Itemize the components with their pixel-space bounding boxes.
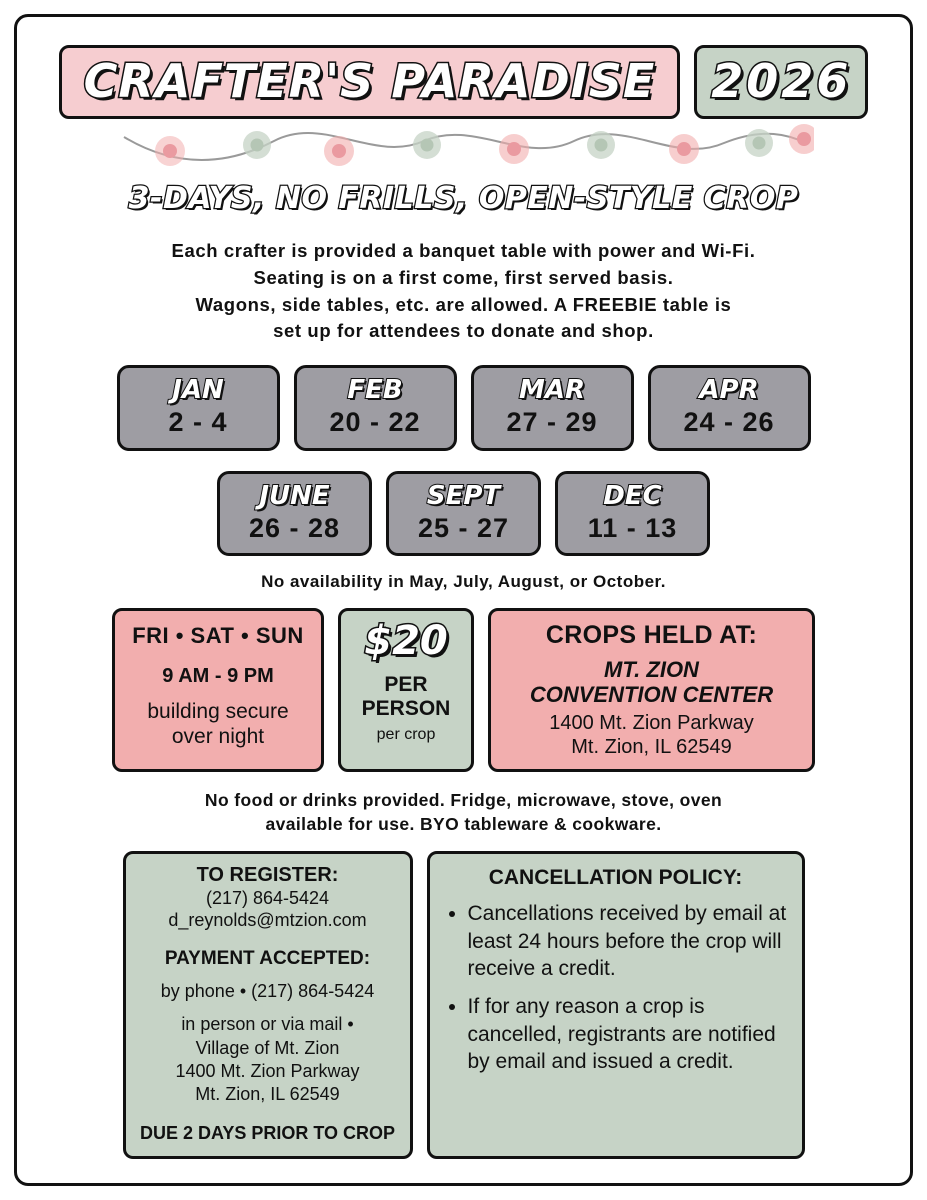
venue-heading: CROPS HELD AT: xyxy=(545,621,758,650)
date-chip-days: 20 - 22 xyxy=(329,407,421,438)
date-chip-month: FEB xyxy=(347,375,403,406)
date-chip-june xyxy=(217,471,372,557)
price-per-line-1: PER xyxy=(384,673,428,697)
payment-due-note: DUE 2 DAYS PRIOR TO CROP xyxy=(139,1122,396,1143)
cancellation-list xyxy=(444,900,788,1076)
list-item: • Cancellations received by email at least 24 hours before the crop will receive a credit. xyxy=(468,900,788,983)
price-box xyxy=(338,608,474,771)
date-chip-dec xyxy=(555,471,710,557)
date-chip-days: 27 - 29 xyxy=(506,407,598,438)
date-chip-apr xyxy=(648,365,811,451)
date-chip-month: APR xyxy=(699,375,759,406)
intro-line-2: Seating is on a first come, first served basis. xyxy=(253,266,674,288)
payment-mail-line-3: 1400 Mt. Zion Parkway xyxy=(175,1060,360,1081)
price-per xyxy=(362,673,451,719)
hours-box xyxy=(112,608,324,771)
page-subtitle: 3-DAYS, NO FRILLS, OPEN-STYLE CROP xyxy=(128,181,799,216)
intro-line-3: Wagons, side tables, etc. are allowed. A FREEBIE table is xyxy=(195,293,732,315)
year-box xyxy=(694,45,868,119)
price-amount: $20 xyxy=(364,618,448,665)
venue-box xyxy=(488,608,815,771)
price-sub: per crop xyxy=(376,725,436,743)
date-chip-days: 26 - 28 xyxy=(248,512,341,543)
food-note-line-1: No food or drinks provided. Fridge, microwave, stove, oven xyxy=(204,789,723,810)
price-per-line-2: PERSON xyxy=(361,696,451,720)
register-box xyxy=(123,851,413,1159)
dates-row-2 xyxy=(217,471,710,557)
list-item: • If for any reason a crop is cancelled, registrants are notified by email and issued a credit. xyxy=(468,993,788,1076)
food-note-line-2: available for use. BYO tableware & cookware. xyxy=(265,814,662,835)
date-chip-month: MAR xyxy=(518,375,585,406)
venue-name-line-2: CONVENTION CENTER xyxy=(529,681,774,707)
date-chip-days: 24 - 26 xyxy=(683,407,775,438)
intro-line-1: Each crafter is provided a banquet table with power and Wi-Fi. xyxy=(171,240,756,261)
register-phone[interactable]: (217) 864-5424 xyxy=(205,887,330,908)
page-title: CRAFTER'S PARADISE xyxy=(83,54,656,108)
venue-name xyxy=(499,658,804,706)
cancellation-heading: CANCELLATION POLICY: xyxy=(488,865,743,889)
payment-phone: by phone • (217) 864-5424 xyxy=(160,980,375,1001)
hours-secure-line-2: over night xyxy=(171,724,265,748)
hours-time: 9 AM - 9 PM xyxy=(162,665,274,688)
info-row xyxy=(112,608,815,771)
year-label: 2026 xyxy=(711,54,852,108)
date-chip-feb xyxy=(294,365,457,451)
hours-secure xyxy=(123,700,313,748)
date-chip-days: 25 - 27 xyxy=(417,512,510,543)
venue-address-line-1: 1400 Mt. Zion Parkway xyxy=(549,711,754,734)
payment-mail-line-4: Mt. Zion, IL 62549 xyxy=(195,1084,340,1105)
intro-line-4: set up for attendees to donate and shop. xyxy=(273,320,654,342)
intro-paragraph xyxy=(172,238,756,345)
date-chip-month: JUNE xyxy=(259,480,330,511)
hours-secure-line-1: building secure xyxy=(147,700,289,724)
date-chip-month: DEC xyxy=(603,480,662,511)
register-email[interactable]: d_reynolds@mtzion.com xyxy=(168,910,367,931)
flyer-frame xyxy=(14,14,913,1186)
food-note xyxy=(205,788,722,837)
date-chip-sept xyxy=(386,471,541,557)
availability-note: No availability in May, July, August, or October. xyxy=(261,572,666,592)
venue-name-line-1: MT. ZION xyxy=(604,657,699,683)
date-chip-month: SEPT xyxy=(426,480,501,511)
venue-address-line-2: Mt. Zion, IL 62549 xyxy=(571,735,732,758)
hours-days: FRI • SAT • SUN xyxy=(132,623,304,649)
date-chip-jan xyxy=(117,365,280,451)
register-heading: TO REGISTER: xyxy=(196,863,339,886)
cancellation-box xyxy=(427,851,805,1159)
payment-heading: PAYMENT ACCEPTED: xyxy=(164,947,371,969)
venue-address xyxy=(499,711,804,759)
date-chip-days: 11 - 13 xyxy=(587,512,678,543)
payment-mail-line-2: Village of Mt. Zion xyxy=(195,1037,340,1058)
date-chip-mar xyxy=(471,365,634,451)
flower-garland-decoration xyxy=(114,117,814,173)
title-box xyxy=(59,45,681,119)
date-chip-month: JAN xyxy=(172,375,224,406)
payment-mail-line-1: in person or via mail • xyxy=(181,1014,354,1035)
title-row xyxy=(59,45,869,119)
bottom-row xyxy=(41,851,886,1159)
payment-mail xyxy=(136,1013,400,1107)
dates-row-1 xyxy=(117,365,811,451)
date-chip-days: 2 - 4 xyxy=(168,407,228,438)
